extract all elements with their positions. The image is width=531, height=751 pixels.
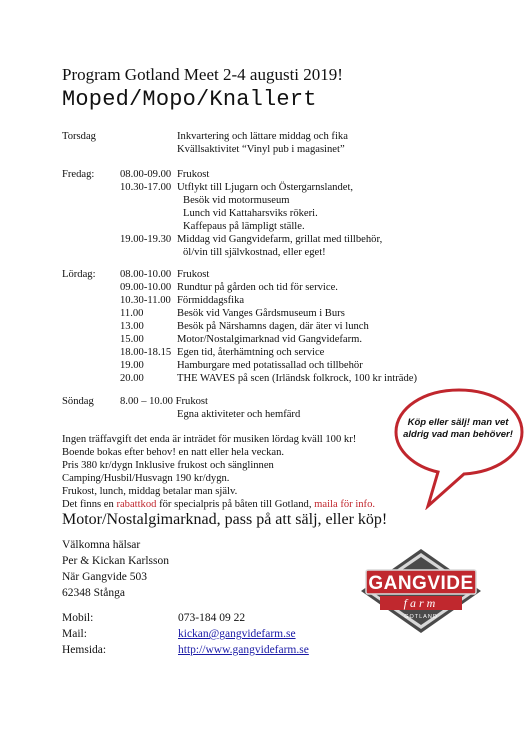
schedule-text: Lunch vid Kattaharsviks rökeri. bbox=[183, 208, 318, 219]
greeting-line: Per & Kickan Karlsson bbox=[62, 555, 169, 567]
schedule-time: 09.00-10.00 bbox=[120, 282, 172, 293]
mail-link[interactable]: kickan@gangvidefarm.se bbox=[178, 628, 296, 640]
info-line: Pris 380 kr/dygn Inklusive frukost och sänglinnen bbox=[62, 460, 274, 471]
website-link[interactable]: http://www.gangvidefarm.se bbox=[178, 644, 309, 656]
schedule-text: Frukost bbox=[177, 269, 210, 280]
info-line: Ingen träffavgift det enda är inträdet för musiken lördag kväll 100 kr! bbox=[62, 434, 357, 445]
bubble-text: Köp eller sälj! man vet aldrig vad man behöver! bbox=[403, 417, 513, 440]
schedule-text: Utflykt till Ljugarn och Östergarnslandet, bbox=[177, 182, 354, 193]
page-title: Program Gotland Meet 2-4 augusti 2019! bbox=[62, 65, 343, 84]
schedule-text: Egna aktiviteter och hemfärd bbox=[177, 409, 301, 420]
rabatt-prefix: Det finns en bbox=[62, 499, 117, 510]
speech-bubble bbox=[388, 382, 530, 510]
logo-region: GOTLAND bbox=[404, 614, 438, 620]
schedule-time: 10.30-11.00 bbox=[120, 295, 171, 306]
schedule-text: Besök på Närshamns dagen, där äter vi lunch bbox=[177, 321, 369, 332]
market-headline: Motor/Nostalgimarknad, pass på att sälj, eller köp! bbox=[62, 511, 388, 528]
mail-label: Mail: bbox=[62, 628, 87, 640]
rabatt-mail-text: maila för info. bbox=[314, 499, 376, 510]
schedule-time: 18.00-18.15 bbox=[120, 347, 172, 358]
logo-script: farm bbox=[403, 596, 439, 610]
schedule-text: öl/vin till självkostnad, eller eget! bbox=[183, 247, 326, 258]
schedule-time: 08.00-09.00 bbox=[120, 169, 172, 180]
schedule-text: Besök vid Vanges Gårdsmuseum i Burs bbox=[177, 308, 345, 319]
schedule-text: 8.00 – 10.00 Frukost bbox=[120, 396, 208, 407]
schedule-time: 08.00-10.00 bbox=[120, 269, 172, 280]
day-label-torsdag: Torsdag bbox=[62, 131, 96, 142]
info-line: Frukost, lunch, middag betalar man själv. bbox=[62, 486, 238, 497]
schedule-text: THE WAVES på scen (Irländsk folkrock, 100 kr inträde) bbox=[177, 373, 417, 384]
greeting-line: Välkomna hälsar bbox=[62, 539, 141, 551]
info-line: Boende bokas efter behov! en natt eller hela veckan. bbox=[62, 447, 285, 458]
schedule-time: 10.30-17.00 bbox=[120, 182, 172, 193]
day-label-fredag: Fredag: bbox=[62, 169, 95, 180]
day-label-sondag: Söndag bbox=[62, 396, 94, 407]
schedule-time: 19.00-19.30 bbox=[120, 234, 172, 245]
greeting-line: När Gangvide 503 bbox=[62, 571, 147, 583]
schedule-time: 11.00 bbox=[120, 308, 144, 319]
rabatt-line bbox=[62, 498, 375, 511]
schedule-text: Frukost bbox=[177, 169, 210, 180]
schedule-line: Kvällsaktivitet “Vinyl pub i magasinet” bbox=[177, 144, 345, 155]
page-subtitle: Moped/Mopo/Knallert bbox=[62, 87, 317, 112]
schedule-time: 13.00 bbox=[120, 321, 144, 332]
logo-name: GANGVIDE bbox=[368, 573, 474, 594]
mobil-label: Mobil: bbox=[62, 612, 94, 624]
schedule-time: 19.00 bbox=[120, 360, 144, 371]
greeting-line: 62348 Stånga bbox=[62, 587, 125, 599]
mobil-value: 073-184 09 22 bbox=[178, 612, 246, 624]
schedule-text: Kaffepaus på lämpligt ställe. bbox=[183, 221, 305, 232]
schedule-text: Hamburgare med potatissallad och tillbehör bbox=[177, 360, 363, 371]
schedule-text: Middag vid Gangvidefarm, grillat med tillbehör, bbox=[177, 234, 383, 245]
web-label: Hemsida: bbox=[62, 644, 107, 656]
info-line: Camping/Husbil/Husvagn 190 kr/dygn. bbox=[62, 473, 230, 484]
day-label-lordag: Lördag: bbox=[62, 269, 96, 280]
schedule-line: Inkvartering och lättare middag och fika bbox=[177, 131, 348, 142]
schedule-text: Motor/Nostalgimarknad vid Gangvidefarm. bbox=[177, 334, 363, 345]
schedule-text: Rundtur på gården och tid för service. bbox=[177, 282, 338, 293]
schedule-time: 15.00 bbox=[120, 334, 144, 345]
schedule-text: Förmiddagsfika bbox=[177, 295, 245, 306]
rabatt-middle: för specialpris på båten till Gotland, bbox=[156, 499, 315, 510]
schedule-text: Besök vid motormuseum bbox=[183, 195, 290, 206]
schedule-time: 20.00 bbox=[120, 373, 144, 384]
schedule-text: Egen tid, återhämtning och service bbox=[177, 347, 325, 358]
rabatt-code-text: rabattkod bbox=[116, 499, 157, 510]
gangvide-farm-logo bbox=[360, 548, 482, 634]
